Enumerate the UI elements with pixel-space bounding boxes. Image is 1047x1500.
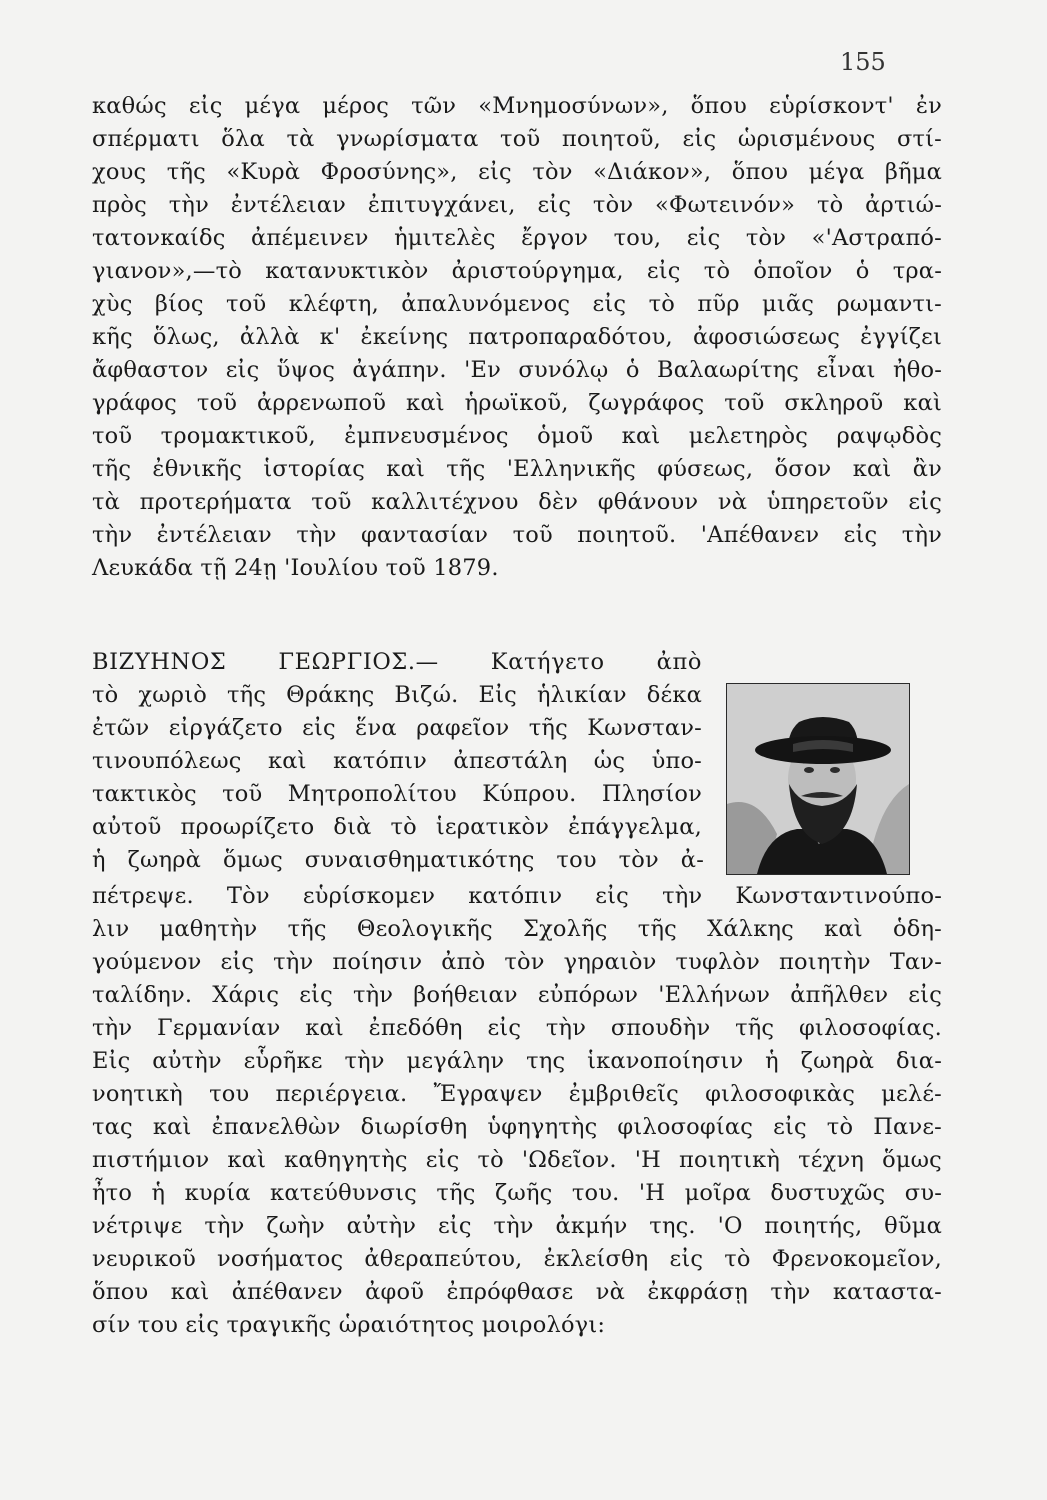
text-line: γούμενον εἰς τὴν ποίησιν ἀπὸ τὸν γηραιὸν τυφλὸν ποιητὴν Ταν- [92, 949, 942, 975]
text-line: πρὸς τὴν ἐντέλειαν ἐπιτυγχάνει, εἰς τὸν «Φωτεινόν» τὸ ἀρτιώ- [92, 192, 942, 218]
text-line: τακτικὸς τοῦ Μητροπολίτου Κύπρου. Πλησίον [92, 781, 702, 807]
text-line: πιστήμιον καὶ καθηγητὴς εἰς τὸ 'Ωδεῖον. 'Η ποιητικὴ τέχνη ὅμως [92, 1147, 942, 1173]
text-line: γράφος τοῦ ἀρρενωποῦ καὶ ἡρωϊκοῦ, ζωγράφος τοῦ σκληροῦ καὶ [92, 390, 942, 416]
text-line: ἄφθαστον εἰς ὕψος ἀγάπην. 'Εν συνόλῳ ὁ Βαλαωρίτης εἶναι ἠθο- [92, 357, 942, 383]
text-line: πέτρεψε. Τὸν εὑρίσκομεν κατόπιν εἰς τὴν Κωνσταντινούπο- [92, 883, 942, 909]
text-line: καθώς εἰς μέγα μέρος τῶν «Μνημοσύνων», ὅπου εὑρίσκοντ' ἐν [92, 93, 942, 119]
text-line: ταλίδην. Χάρις εἰς τὴν βοήθειαν εὐπόρων 'Ελλήνων ἀπῆλθεν εἰς [92, 982, 942, 1008]
text-line: χους τῆς «Κυρὰ Φροσύνης», εἰς τὸν «Διάκον», ὅπου μέγα βῆμα [92, 159, 942, 185]
portrait-image [726, 683, 910, 875]
text-line: κῆς ὅλως, ἀλλὰ κ' ἐκείνης πατροπαραδότου, ἀφοσιώσεως ἐγγίζει [92, 324, 942, 350]
text-line: αὐτοῦ προωρίζετο διὰ τὸ ἱερατικὸν ἐπάγγελμα, [92, 814, 702, 840]
text-line: λιν μαθητὴν τῆς Θεολογικῆς Σχολῆς τῆς Χάλκης καὶ ὁδη- [92, 916, 942, 942]
text-line: τας καὶ ἐπανελθὼν διωρίσθη ὑφηγητὴς φιλοσοφίας εἰς τὸ Πανε- [92, 1114, 942, 1140]
text-line: τῆς ἐθνικῆς ἱστορίας καὶ τῆς 'Ελληνικῆς φύσεως, ὅσον καὶ ἂν [92, 456, 942, 482]
text-line: τὸ χωριὸ τῆς Θράκης Βιζώ. Εἰς ἡλικίαν δέκα [92, 682, 702, 708]
text-line: σίν του εἰς τραγικῆς ὡραιότητος μοιρολόγι: [92, 1312, 606, 1338]
text-line: ἦτο ἡ κυρία κατεύθυνσις τῆς ζωῆς του. 'Η μοῖρα δυστυχῶς συ- [92, 1180, 942, 1206]
text-line: τοῦ τρομακτικοῦ, ἐμπνευσμένος ὁμοῦ καὶ μελετηρὸς ραψῳδὸς [92, 423, 942, 449]
text-line: τὰ προτερήματα τοῦ καλλιτέχνου δὲν φθάνουν νὰ ὑπηρετοῦν εἰς [92, 489, 942, 515]
text-line: τὴν ἐντέλειαν τὴν φαντασίαν τοῦ ποιητοῦ. 'Απέθανεν εἰς τὴν [92, 522, 942, 548]
text-line: τὴν Γερμανίαν καὶ ἐπεδόθη εἰς τὴν σπουδὴν τῆς φιλοσοφίας. [92, 1015, 942, 1041]
page-number: 155 [840, 48, 886, 76]
text-line: σπέρματι ὅλα τὰ γνωρίσματα τοῦ ποιητοῦ, εἰς ὡρισμένους στί- [92, 126, 942, 152]
text-line: τατονκαίδς ἀπέμεινεν ἡμιτελὲς ἔργον του, εἰς τὸν «'Αστραπό- [92, 225, 942, 251]
text-line: ἡ ζωηρὰ ὅμως συναισθηματικότης του τὸν ἀ- [92, 847, 704, 873]
text-line: χὺς βίος τοῦ κλέφτη, ἀπαλυνόμενος εἰς τὸ πῦρ μιᾶς ρωμαντι- [92, 291, 942, 317]
entry-heading: ΒΙΖΥΗΝΟΣ ΓΕΩΡΓΙΟΣ.— Κατήγετο ἀπὸ [92, 649, 702, 675]
text-line: ὅπου καὶ ἀπέθανεν ἀφοῦ ἐπρόφθασε νὰ ἐκφράσῃ τὴν καταστα- [92, 1279, 942, 1305]
text-line: νέτριψε τὴν ζωὴν αὐτὴν εἰς τὴν ἀκμήν της. 'Ο ποιητής, θῦμα [92, 1213, 942, 1239]
text-line: νευρικοῦ νοσήματος ἀθεραπεύτου, ἐκλείσθη εἰς τὸ Φρενοκομεῖον, [92, 1246, 942, 1272]
text-line: Λευκάδα τῇ 24ῃ 'Ιουλίου τοῦ 1879. [92, 555, 499, 581]
text-line: γιανον»,—τὸ κατανυκτικὸν ἀριστούργημα, εἰς τὸ ὁποῖον ὁ τρα- [92, 258, 942, 284]
text-line: ἐτῶν εἰργάζετο εἰς ἕνα ραφεῖον τῆς Κωνσταν- [92, 715, 702, 741]
text-line: νοητικὴ του περιέργεια. Ἔγραψεν ἐμβριθεῖς φιλοσοφικὰς μελέ- [92, 1081, 942, 1107]
text-line: Εἰς αὐτὴν εὗρῆκε τὴν μεγάλην της ἱκανοποίησιν ἡ ζωηρὰ δια- [92, 1048, 942, 1074]
text-line: τινουπόλεως καὶ κατόπιν ἀπεστάλη ὡς ὑπο- [92, 748, 702, 774]
